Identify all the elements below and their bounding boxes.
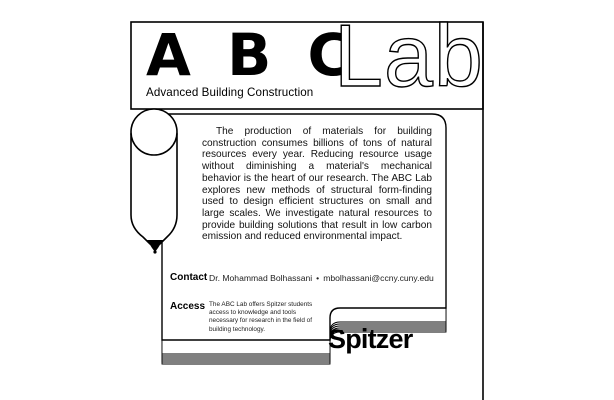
access-label: Access xyxy=(170,301,206,312)
contact-name: Dr. Mohammad Bolhassani xyxy=(209,273,313,283)
contact-email-link[interactable]: mbolhassani@ccny.cuny.edu xyxy=(323,273,434,283)
title-lab-outline: Lab xyxy=(334,6,484,105)
title-abc: A B C xyxy=(146,21,359,89)
contact-label: Contact xyxy=(170,272,208,283)
contact-details xyxy=(209,273,434,283)
access-description: The ABC Lab offers Spitzer students access to knowledge and tools necessary for research in the field of building technology. xyxy=(209,301,313,333)
spitzer-logo: Spitzer xyxy=(328,324,413,354)
subtitle: Advanced Building Construction xyxy=(146,86,314,99)
description-paragraph: The production of materials for building construction consumes billions of tons of natural resources every year. Reducing resource usage without diminishing a material's mechanical behavior is the heart of our research. The ABC Lab explores new methods of structural form-finding used to design efficient structures on small and large scales. We investigate natural resources to provide building solutions that result in low carbon emission and reduced environmental impact. xyxy=(202,126,432,243)
contact-separator: • xyxy=(316,273,320,283)
pen-nib-illustration xyxy=(131,109,177,254)
